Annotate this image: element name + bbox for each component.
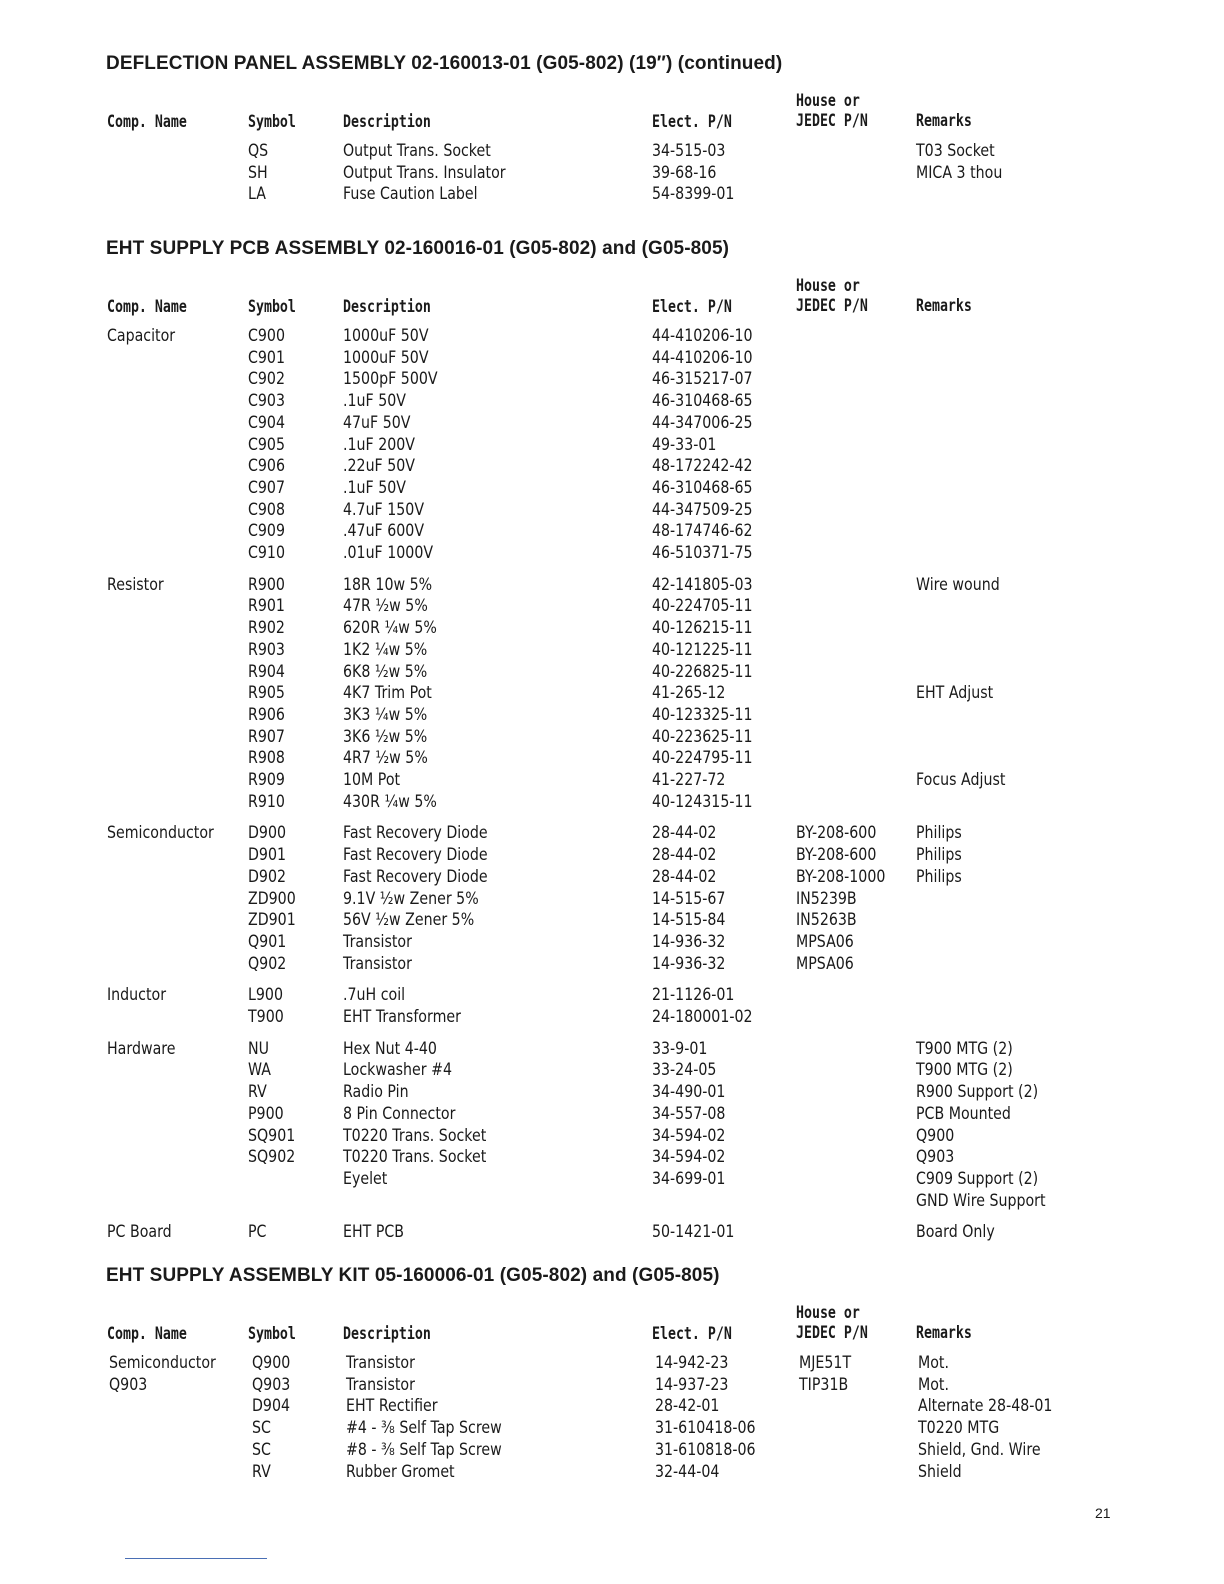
cell-elect-pn: 34-699-01 bbox=[652, 1168, 726, 1188]
cell-description: 4.7uF 150V bbox=[343, 499, 425, 519]
cell-description: 430R ¼w 5% bbox=[343, 791, 437, 811]
cell-symbol: Q901 bbox=[248, 931, 287, 951]
cell-elect-pn: 31-610818-06 bbox=[655, 1439, 756, 1459]
cell-description: Output Trans. Socket bbox=[343, 141, 491, 160]
cell-description: .01uF 1000V bbox=[343, 543, 434, 562]
cell-comp-name: PC Board bbox=[107, 1222, 172, 1242]
cell-symbol: SC bbox=[252, 1418, 271, 1438]
cell-symbol: C907 bbox=[248, 477, 285, 497]
cell-elect-pn: 46-315217-07 bbox=[652, 369, 753, 389]
col-header-symbol: Symbol bbox=[248, 112, 296, 132]
col-header-comp-name: Comp. Name bbox=[107, 1324, 187, 1344]
cell-description: Rubber Gromet bbox=[346, 1461, 455, 1481]
cell-symbol: C901 bbox=[248, 347, 285, 367]
cell-elect-pn: 31-610418-06 bbox=[655, 1418, 756, 1438]
cell-comp-name: Semiconductor bbox=[109, 1353, 216, 1372]
cell-elect-pn: 14-936-32 bbox=[652, 931, 726, 951]
col-header-remarks: Remarks bbox=[916, 111, 972, 131]
cell-elect-pn: 40-123325-11 bbox=[652, 704, 753, 724]
cell-remarks: C909 Support (2) bbox=[916, 1168, 1039, 1188]
cell-comp-name: Inductor bbox=[107, 985, 167, 1005]
cell-description: Transistor bbox=[343, 953, 412, 973]
section-title: EHT SUPPLY PCB ASSEMBLY 02-160016-01 (G05-802) and (G05-805) bbox=[106, 238, 730, 259]
house-header-line2: JEDEC P/N bbox=[796, 111, 868, 131]
cell-description: Output Trans. Insulator bbox=[343, 162, 506, 182]
cell-elect-pn: 40-224705-11 bbox=[652, 596, 753, 616]
cell-description: .7uH coil bbox=[343, 985, 406, 1005]
cell-description: .22uF 50V bbox=[343, 456, 415, 476]
cell-symbol: Q903 bbox=[252, 1374, 291, 1394]
cell-comp-name: Resistor bbox=[107, 574, 164, 594]
cell-remarks: Board Only bbox=[916, 1222, 995, 1242]
cell-description: 1000uF 50V bbox=[343, 347, 429, 367]
cell-symbol: C900 bbox=[248, 326, 285, 345]
cell-elect-pn: 28-44-02 bbox=[652, 845, 717, 865]
cell-elect-pn: 48-174746-62 bbox=[652, 521, 753, 541]
cell-description: 4R7 ½w 5% bbox=[343, 748, 428, 768]
cell-remarks: T900 MTG (2) bbox=[916, 1060, 1013, 1080]
cell-remarks: Alternate 28-48-01 bbox=[918, 1396, 1053, 1416]
cell-symbol: D902 bbox=[248, 866, 287, 886]
cell-description: .47uF 600V bbox=[343, 521, 425, 541]
cell-symbol: R902 bbox=[248, 618, 285, 638]
cell-symbol: D904 bbox=[252, 1396, 291, 1416]
cell-comp-name: Capacitor bbox=[107, 326, 176, 345]
cell-symbol: R905 bbox=[248, 683, 285, 703]
cell-elect-pn: 40-223625-11 bbox=[652, 726, 753, 746]
cell-elect-pn: 44-410206-10 bbox=[652, 347, 753, 367]
cell-symbol: T900 bbox=[248, 1007, 284, 1026]
cell-symbol: NU bbox=[248, 1038, 270, 1058]
cell-description: 1000uF 50V bbox=[343, 326, 429, 345]
cell-description: Fast Recovery Diode bbox=[343, 823, 488, 843]
cell-elect-pn: 34-490-01 bbox=[652, 1082, 726, 1102]
cell-elect-pn: 28-42-01 bbox=[655, 1396, 720, 1416]
cell-elect-pn: 40-126215-11 bbox=[652, 618, 753, 638]
cell-remarks: T900 MTG (2) bbox=[916, 1038, 1013, 1058]
cell-remarks: GND Wire Support bbox=[916, 1190, 1046, 1210]
cell-symbol: R910 bbox=[248, 791, 285, 811]
cell-elect-pn: 49-33-01 bbox=[652, 434, 717, 454]
cell-symbol: R907 bbox=[248, 726, 285, 746]
cell-symbol: LA bbox=[248, 184, 266, 204]
cell-description: 10M Pot bbox=[343, 770, 401, 789]
cell-elect-pn: 42-141805-03 bbox=[652, 574, 753, 594]
page-number: 21 bbox=[1095, 1505, 1111, 1521]
cell-description: Eyelet bbox=[343, 1168, 388, 1188]
cell-symbol: PC bbox=[248, 1222, 267, 1242]
cell-description: 3K3 ¼w 5% bbox=[343, 704, 428, 724]
cell-description: 6K8 ½w 5% bbox=[343, 661, 428, 681]
cell-elect-pn: 46-310468-65 bbox=[652, 391, 753, 411]
cell-symbol: R909 bbox=[248, 770, 285, 789]
cell-symbol: Q902 bbox=[248, 953, 287, 973]
house-header-line1: House or bbox=[796, 91, 860, 111]
cell-symbol: R900 bbox=[248, 574, 285, 594]
col-header-description: Description bbox=[343, 112, 431, 132]
col-header-elect-pn: Elect. P/N bbox=[652, 297, 732, 317]
cell-elect-pn: 21-1126-01 bbox=[652, 985, 735, 1005]
cell-symbol: L900 bbox=[248, 985, 283, 1005]
cell-remarks: Philips bbox=[916, 845, 962, 865]
cell-house-pn: BY-208-600 bbox=[796, 823, 877, 843]
col-header-comp-name: Comp. Name bbox=[107, 112, 187, 132]
cell-comp-name: Semiconductor bbox=[107, 823, 214, 843]
cell-description: EHT Rectifier bbox=[346, 1396, 438, 1416]
cell-elect-pn: 40-124315-11 bbox=[652, 791, 753, 811]
cell-elect-pn: 14-936-32 bbox=[652, 953, 726, 973]
cell-description: Fuse Caution Label bbox=[343, 184, 478, 204]
cell-remarks: T0220 MTG bbox=[918, 1418, 1000, 1438]
cell-house-pn: MJE51T bbox=[799, 1353, 852, 1372]
cell-description: Fast Recovery Diode bbox=[343, 845, 488, 865]
cell-description: #8 - ⅜ Self Tap Screw bbox=[346, 1439, 502, 1459]
cell-house-pn: MPSA06 bbox=[796, 953, 854, 973]
cell-description: Radio Pin bbox=[343, 1082, 409, 1102]
cell-description: T0220 Trans. Socket bbox=[343, 1147, 487, 1167]
house-header-line2: JEDEC P/N bbox=[796, 296, 868, 316]
cell-description: 47R ½w 5% bbox=[343, 596, 428, 616]
cell-symbol: D901 bbox=[248, 845, 287, 865]
cell-symbol: Q900 bbox=[252, 1353, 291, 1372]
cell-remarks: Mot. bbox=[918, 1374, 950, 1394]
cell-description: Transistor bbox=[343, 931, 412, 951]
cell-description: #4 - ⅜ Self Tap Screw bbox=[346, 1418, 502, 1438]
house-header-line2: JEDEC P/N bbox=[796, 1323, 868, 1343]
cell-remarks: T03 Socket bbox=[916, 141, 995, 160]
cell-house-pn: IN5263B bbox=[796, 910, 857, 930]
cell-remarks: Shield, Gnd. Wire bbox=[918, 1439, 1041, 1459]
cell-description: Hex Nut 4-40 bbox=[343, 1038, 437, 1058]
cell-remarks: Mot. bbox=[918, 1353, 950, 1372]
cell-house-pn: MPSA06 bbox=[796, 931, 854, 951]
cell-elect-pn: 40-226825-11 bbox=[652, 661, 753, 681]
cell-elect-pn: 14-942-23 bbox=[655, 1353, 729, 1372]
col-header-symbol: Symbol bbox=[248, 297, 296, 317]
cell-description: .1uF 200V bbox=[343, 434, 415, 454]
cell-symbol: R903 bbox=[248, 639, 285, 659]
cell-description: Transistor bbox=[346, 1353, 415, 1372]
cell-description: EHT Transformer bbox=[343, 1007, 461, 1026]
col-header-remarks: Remarks bbox=[916, 1323, 972, 1343]
cell-remarks: MICA 3 thou bbox=[916, 162, 1003, 182]
col-header-description: Description bbox=[343, 297, 431, 317]
cell-description: 47uF 50V bbox=[343, 412, 411, 432]
cell-symbol: RV bbox=[248, 1082, 267, 1102]
cell-elect-pn: 41-227-72 bbox=[652, 770, 726, 789]
cell-elect-pn: 50-1421-01 bbox=[652, 1222, 735, 1242]
cell-description: Lockwasher #4 bbox=[343, 1060, 453, 1080]
cell-description: 9.1V ½w Zener 5% bbox=[343, 888, 479, 908]
cell-symbol: QS bbox=[248, 141, 269, 160]
cell-remarks: R900 Support (2) bbox=[916, 1082, 1039, 1102]
cell-remarks: Focus Adjust bbox=[916, 770, 1006, 789]
cell-elect-pn: 48-172242-42 bbox=[652, 456, 753, 476]
cell-symbol: R906 bbox=[248, 704, 285, 724]
col-header-elect-pn: Elect. P/N bbox=[652, 1324, 732, 1344]
cell-description: 1K2 ¼w 5% bbox=[343, 639, 428, 659]
cell-description: 8 Pin Connector bbox=[343, 1103, 456, 1123]
cell-remarks: Q903 bbox=[916, 1147, 955, 1167]
cell-elect-pn: 24-180001-02 bbox=[652, 1007, 753, 1026]
cell-symbol: C908 bbox=[248, 499, 285, 519]
cell-remarks: PCB Mounted bbox=[916, 1103, 1011, 1123]
section-title: DEFLECTION PANEL ASSEMBLY 02-160013-01 (G05-802) (19″) (continued) bbox=[106, 53, 783, 74]
cell-house-pn: TIP31B bbox=[799, 1374, 849, 1394]
footer-rule bbox=[125, 1558, 267, 1559]
cell-elect-pn: 32-44-04 bbox=[655, 1461, 720, 1481]
col-header-remarks: Remarks bbox=[916, 296, 972, 316]
cell-remarks: Shield bbox=[918, 1461, 962, 1481]
cell-elect-pn: 34-557-08 bbox=[652, 1103, 726, 1123]
cell-symbol: R901 bbox=[248, 596, 285, 616]
cell-elect-pn: 34-594-02 bbox=[652, 1147, 726, 1167]
cell-symbol: ZD900 bbox=[248, 888, 296, 908]
cell-description: Fast Recovery Diode bbox=[343, 866, 488, 886]
cell-elect-pn: 14-515-67 bbox=[652, 888, 726, 908]
section-title: EHT SUPPLY ASSEMBLY KIT 05-160006-01 (G05-802) and (G05-805) bbox=[106, 1265, 720, 1286]
cell-elect-pn: 40-224795-11 bbox=[652, 748, 753, 768]
cell-remarks: Wire wound bbox=[916, 574, 1000, 594]
cell-elect-pn: 14-515-84 bbox=[652, 910, 726, 930]
cell-elect-pn: 41-265-12 bbox=[652, 683, 726, 703]
cell-elect-pn: 44-347509-25 bbox=[652, 499, 753, 519]
cell-description: 1500pF 500V bbox=[343, 369, 438, 389]
cell-symbol: SH bbox=[248, 162, 268, 182]
cell-symbol: C909 bbox=[248, 521, 285, 541]
cell-description: T0220 Trans. Socket bbox=[343, 1125, 487, 1145]
cell-comp-name: Q903 bbox=[109, 1374, 148, 1394]
cell-symbol: D900 bbox=[248, 823, 287, 843]
cell-symbol: C902 bbox=[248, 369, 285, 389]
col-header-elect-pn: Elect. P/N bbox=[652, 112, 732, 132]
cell-symbol: RV bbox=[252, 1461, 271, 1481]
col-header-symbol: Symbol bbox=[248, 1324, 296, 1344]
cell-elect-pn: 33-24-05 bbox=[652, 1060, 717, 1080]
cell-symbol: R904 bbox=[248, 661, 285, 681]
cell-description: Transistor bbox=[346, 1374, 415, 1394]
cell-description: 620R ¼w 5% bbox=[343, 618, 437, 638]
cell-elect-pn: 34-515-03 bbox=[652, 141, 726, 160]
cell-description: 56V ½w Zener 5% bbox=[343, 910, 475, 930]
cell-elect-pn: 28-44-02 bbox=[652, 866, 717, 886]
house-header-line1: House or bbox=[796, 276, 860, 296]
cell-elect-pn: 28-44-02 bbox=[652, 823, 717, 843]
col-header-comp-name: Comp. Name bbox=[107, 297, 187, 317]
cell-remarks: Q900 bbox=[916, 1125, 955, 1145]
cell-description: .1uF 50V bbox=[343, 391, 406, 411]
cell-elect-pn: 39-68-16 bbox=[652, 162, 717, 182]
cell-symbol: C903 bbox=[248, 391, 285, 411]
cell-house-pn: IN5239B bbox=[796, 888, 857, 908]
cell-description: EHT PCB bbox=[343, 1222, 405, 1242]
cell-description: 4K7 Trim Pot bbox=[343, 683, 432, 703]
cell-description: 18R 10w 5% bbox=[343, 574, 433, 594]
cell-house-pn: BY-208-600 bbox=[796, 845, 877, 865]
cell-comp-name: Hardware bbox=[107, 1038, 176, 1058]
cell-symbol: C905 bbox=[248, 434, 285, 454]
cell-elect-pn: 40-121225-11 bbox=[652, 639, 753, 659]
cell-symbol: C904 bbox=[248, 412, 285, 432]
cell-elect-pn: 44-347006-25 bbox=[652, 412, 753, 432]
house-header-line1: House or bbox=[796, 1303, 860, 1323]
cell-symbol: C906 bbox=[248, 456, 285, 476]
cell-symbol: C910 bbox=[248, 543, 285, 562]
cell-symbol: P900 bbox=[248, 1103, 284, 1123]
cell-description: 3K6 ½w 5% bbox=[343, 726, 428, 746]
cell-elect-pn: 54-8399-01 bbox=[652, 184, 735, 204]
cell-elect-pn: 33-9-01 bbox=[652, 1038, 708, 1058]
cell-remarks: Philips bbox=[916, 866, 962, 886]
cell-elect-pn: 46-510371-75 bbox=[652, 543, 753, 562]
cell-symbol: ZD901 bbox=[248, 910, 296, 930]
cell-elect-pn: 34-594-02 bbox=[652, 1125, 726, 1145]
cell-symbol: WA bbox=[248, 1060, 271, 1080]
cell-elect-pn: 46-310468-65 bbox=[652, 477, 753, 497]
cell-remarks: Philips bbox=[916, 823, 962, 843]
cell-remarks: EHT Adjust bbox=[916, 683, 994, 703]
cell-house-pn: BY-208-1000 bbox=[796, 866, 886, 886]
cell-elect-pn: 44-410206-10 bbox=[652, 326, 753, 345]
cell-symbol: SQ902 bbox=[248, 1147, 296, 1167]
cell-symbol: R908 bbox=[248, 748, 285, 768]
cell-symbol: SQ901 bbox=[248, 1125, 296, 1145]
cell-elect-pn: 14-937-23 bbox=[655, 1374, 729, 1394]
cell-description: .1uF 50V bbox=[343, 477, 406, 497]
col-header-description: Description bbox=[343, 1324, 431, 1344]
cell-symbol: SC bbox=[252, 1439, 271, 1459]
